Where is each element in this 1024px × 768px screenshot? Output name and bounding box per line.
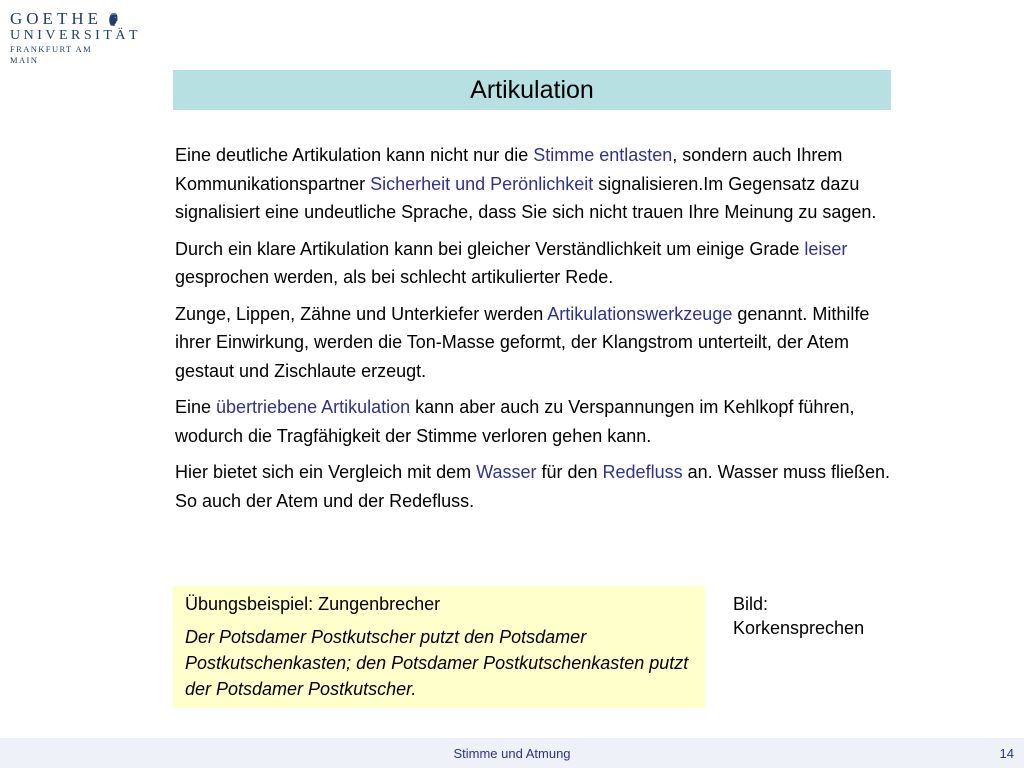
paragraph-text: , sondern auch Ihrem Kommunikationspartner <box>175 145 843 194</box>
paragraph-text: Durch ein klare Artikulation kann bei gleicher Verständlichkeit um einige Grade <box>175 238 805 259</box>
slide-title-bar <box>173 70 891 110</box>
slide-footer <box>0 738 1024 768</box>
image-caption <box>733 592 903 640</box>
logo-wordmark-universitaet: UNIVERSITÄT <box>10 28 142 43</box>
paragraph-text: kann aber auch zu Verspannungen im Kehlkopf führen, wodurch die Tragfähigkeit der Stimme verloren gehen kann. <box>175 397 855 446</box>
body-paragraph <box>175 235 895 292</box>
highlighted-term: Redefluss <box>602 462 683 482</box>
image-caption-label: Bild: <box>733 594 769 614</box>
body-paragraph <box>175 458 895 515</box>
highlighted-term: leiser <box>804 238 848 259</box>
paragraph-text: Zunge, Lippen, Zähne und Unterkiefer werden <box>175 303 548 324</box>
paragraph-text: Eine <box>175 397 217 417</box>
paragraph-text: signalisieren.Im Gegensatz dazu signalisiert eine undeutliche Sprache, dass Sie sich nicht trauen Ihre Meinung zu sagen. <box>175 173 877 222</box>
paragraph-text: Eine deutliche Artikulation kann nicht nur die <box>175 145 534 165</box>
slide-title: Artikulation <box>470 75 594 104</box>
paragraph-text: an. Wasser muss fließen. So auch der Atem und der Redefluss. <box>175 462 890 511</box>
paragraph-text: für den <box>536 462 603 482</box>
highlighted-term: Sicherheit und Perönlichkeit <box>370 173 594 194</box>
logo-wordmark-goethe: GOETHE <box>10 9 102 28</box>
university-logo <box>10 4 142 65</box>
body-paragraph <box>175 300 895 386</box>
footer-title: Stimme und Atmung <box>453 746 571 761</box>
logo-wordmark-city: FRANKFURT AM MAIN <box>10 44 93 65</box>
paragraph-text: gesprochen werden, als bei schlecht artikulierter Rede. <box>175 267 614 287</box>
paragraph-text: Hier bietet sich ein Vergleich mit dem <box>175 462 477 482</box>
paragraph-text: genannt. Mithilfe ihrer Einwirkung, werden die Ton-Masse geformt, der Klangstrom unterteilt, der Atem gestaut und Zischlaute erzeugt. <box>175 303 870 381</box>
image-caption-title: Korkensprechen <box>733 618 865 638</box>
highlighted-term: Artikulationswerkzeuge <box>547 303 733 324</box>
body-paragraph <box>175 393 895 450</box>
slide-body <box>175 141 895 523</box>
exercise-title: Übungsbeispiel: Zungenbrecher <box>185 594 441 614</box>
body-paragraph <box>175 141 895 227</box>
highlighted-term: Wasser <box>476 462 537 482</box>
highlighted-term: übertriebene Artikulation <box>216 397 411 417</box>
exercise-text: Der Potsdamer Postkutscher putzt den Potsdamer Postkutschenkasten; den Potsdamer Postkutschenkasten putzt der Potsdamer Postkutscher. <box>185 627 689 699</box>
page-number: 14 <box>999 746 1014 761</box>
highlighted-term: Stimme entlasten <box>533 145 673 165</box>
exercise-box <box>173 586 705 708</box>
